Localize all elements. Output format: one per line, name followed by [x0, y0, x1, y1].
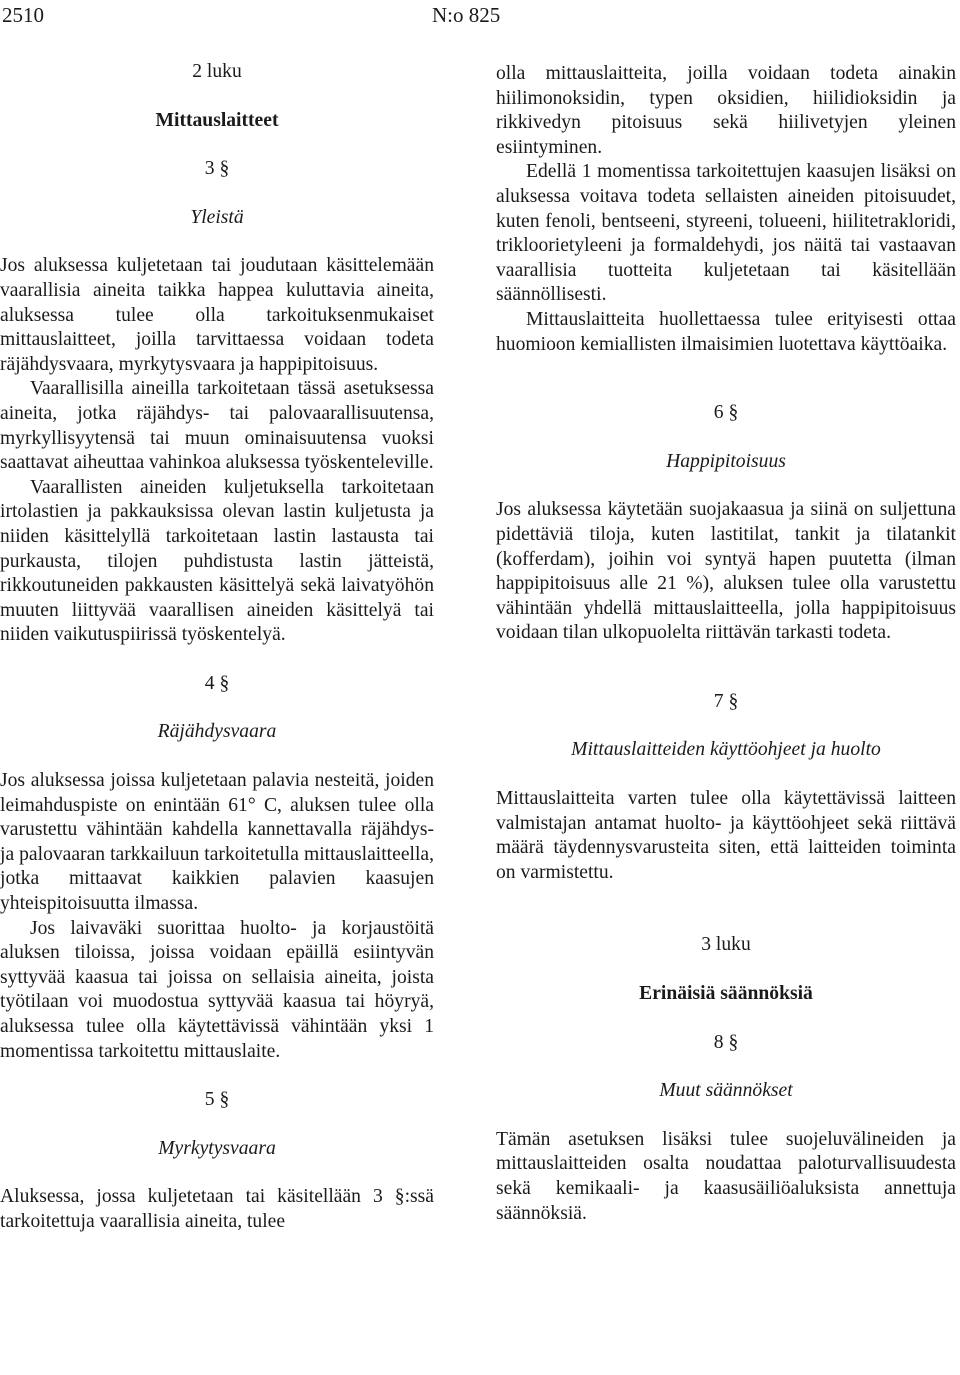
- paragraph: Jos aluksessa kuljetetaan tai joudutaan käsittelemään vaarallisia aineita taikka happea kuluttavia aineita, aluksessa tulee olla tarkoituksenmukaiset mittauslaitteet, joilla tarvittaessa voidaan todeta räjähdysvaara, myrkytysvaara ja happipitoisuus.: [0, 255, 434, 375]
- section-title: Mittauslaitteiden käyttöohjeet ja huolto: [571, 739, 881, 761]
- chapter-title: Mittauslaitteet: [155, 109, 279, 131]
- paragraph: Tämän asetuksen lisäksi tulee suojeluvälineiden ja mittauslaitteiden osalta noudattaa paloturvallisuudesta sekä kemikaali- ja kaasusäiliöaluksista annettuja säännöksiä.: [496, 1128, 956, 1224]
- paragraph: Aluksessa, jossa kuljetetaan tai käsitellään 3 §:ssä tarkoitettuja vaarallisia aineita, tulee: [0, 1186, 434, 1232]
- paragraph: Vaarallisilla aineilla tarkoitetaan tässä asetuksessa aineita, jotka räjähdys- tai palovaarallisuutensa, myrkyllisyytensä tai muun ominaisuutensa vuoksi saattavat aiheuttaa vahinkoa aluksessa työskenteleville.: [0, 378, 434, 474]
- section-title: Muut säännökset: [659, 1080, 793, 1102]
- paragraph: Vaarallisten aineiden kuljetuksella tarkoitetaan irtolastien ja pakkauksissa olevan lastin kuljetusta ja niiden käsittelyllä tarkoitetaan lastin lastausta tai purkausta, tilojen puhdistusta lastin jätteistä, rikkoutuneiden pakkausten käsittelyä sekä laivatyöhön muuten liittyvää vaarallisen aineiden käsittelyä tai niiden vaikutuspiirissä työskentelyä.: [0, 476, 434, 646]
- section-number: 4 §: [204, 672, 230, 694]
- left-column: [0, 60, 434, 1235]
- section-number: 7 §: [713, 690, 739, 712]
- paragraph: Jos aluksessa joissa kuljetetaan palavia nesteitä, joiden leimahduspiste on enintään 61° C, aluksen tulee olla varustettu vähintään kahdella kannettavalla räjähdys- ja palovaaran tarkkailuun tarkoitetulla mittauslaitteella, jotka mittaavat kaikkien palavien kaasujen yhteispitoisuutta ilmassa.: [0, 770, 434, 915]
- section-title: Räjähdysvaara: [157, 721, 277, 743]
- paragraph-continued: olla mittauslaitteita, joilla voidaan todeta ainakin hiilimonoksidin, typen oksidien, hiilidioksidin ja rikkivedyn pitoisuus sekä hiilivetyjen yleinen esiintyminen.: [496, 63, 956, 158]
- section-number: 5 §: [204, 1089, 230, 1111]
- paragraph: Jos laivaväki suorittaa huolto- ja korjaustöitä aluksen tiloissa, joissa voidaan epäillä esiintyvän syttyvää kaasua tai joissa on sellaisia aineita, joista työtilaan voi muodostua syttyvää kaasua tai höyryä, aluksessa tulee olla käytettävissä vähintään yksi 1 momentissa tarkoitettu mittauslaite.: [0, 917, 434, 1062]
- paragraph: Mittauslaitteita varten tulee olla käytettävissä laitteen valmistajan antamat huolto- ja käyttöohjeet sekä riittävä määrä täydennysvarusteita siten, että laitteiden toiminta on varmistettu.: [496, 788, 956, 883]
- page-header: [0, 0, 960, 30]
- section-title: Yleistä: [190, 206, 244, 228]
- paragraph: Jos aluksessa käytetään suojakaasua ja siinä on suljettuna pidettäviä tiloja, kuten lastitilat, tankit ja tilatankit (kofferdam), joihin voi syntyä hapen puutetta (ilman happipitoisuus alle 21 %), aluksen tulee olla varustettu vähintään yhdellä mittauslaitteella, jolla happipitoisuus voidaan tilan ulkopuolelta riittävän tarkasti todeta.: [496, 499, 956, 644]
- right-column: [496, 62, 956, 1226]
- paragraph: Mittauslaitteita huollettaessa tulee erityisesti ottaa huomioon kemiallisten ilmaisimien luotettava käyttöaika.: [496, 308, 956, 355]
- chapter-heading: 2 luku: [192, 61, 242, 82]
- page-number: 2510: [2, 3, 44, 27]
- section-number: 6 §: [713, 402, 739, 424]
- section-number: 3 §: [204, 158, 230, 180]
- section-title: Happipitoisuus: [666, 450, 786, 472]
- chapter-heading: 3 luku: [701, 934, 751, 956]
- section-number: 8 §: [713, 1031, 739, 1053]
- issue-number: N:o 825: [432, 3, 501, 27]
- chapter-title: Erinäisiä säännöksiä: [639, 983, 813, 1005]
- section-title: Myrkytysvaara: [158, 1137, 276, 1159]
- paragraph: Edellä 1 momentissa tarkoitettujen kaasujen lisäksi on aluksessa voitava todeta sellaisten aineiden pitoisuudet, kuten fenoli, bentseeni, styreeni, tolueeni, hiilitetrakloridi, trikloorietyleeni ja formaldehydi, jos näitä tai vastaavan vaarallisia tuotteita kuljetetaan tai käsitellään säännöllisesti.: [496, 161, 956, 306]
